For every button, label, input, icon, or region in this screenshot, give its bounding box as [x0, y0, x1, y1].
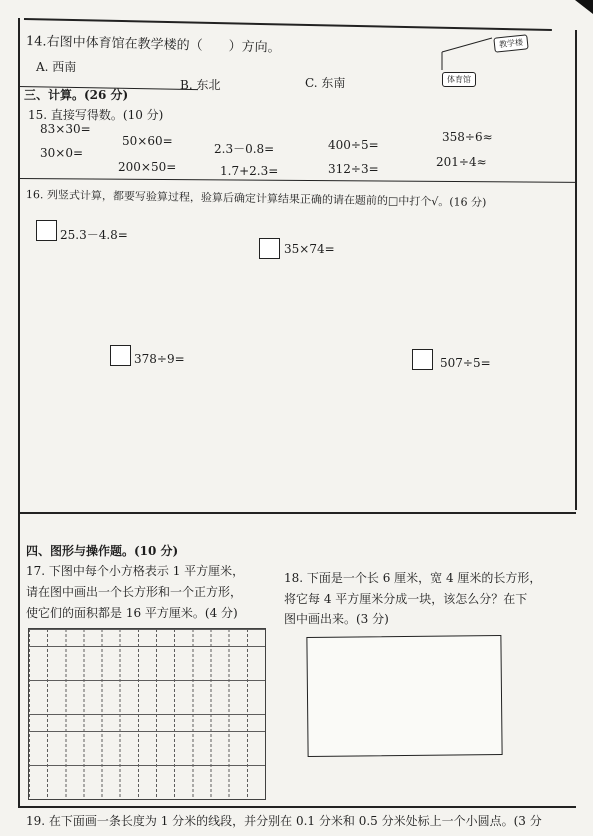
q15-title: 15. 直接写得数。(10 分): [28, 108, 164, 122]
q14-stem: 14.右图中体育馆在教学楼的（ ）方向。: [25, 34, 281, 56]
q16-item-1: 25.3－4.8=: [60, 228, 128, 242]
q16-title: 16. 列竖式计算，都要写验算过程，验算后确定计算结果正确的请在题前的□中打个√。(16 分): [25, 188, 487, 210]
q15-r1-c5: 358÷6≈: [442, 130, 493, 144]
q14-option-b[interactable]: B. 东北: [180, 78, 221, 92]
q15-r2-c3: 1.7+2.3=: [220, 164, 279, 178]
q14-option-a[interactable]: A. 西南: [36, 60, 77, 74]
frame-left-border: [18, 18, 20, 808]
q18-line-2: 将它每 4 平方厘米分成一块，该怎么分？在下: [284, 592, 528, 606]
q18-line-1: 18. 下面是一个长 6 厘米，宽 4 厘米的长方形，: [284, 571, 542, 585]
q17-line-1: 17. 下图中每个小方格表示 1 平方厘米，: [26, 564, 245, 578]
frame-top-border: [24, 18, 552, 31]
frame-right-border: [575, 30, 577, 510]
q18-line-3: 图中画出来。(3 分): [284, 612, 389, 626]
map-frame-lines: [440, 30, 540, 90]
divider-q19: [18, 806, 576, 808]
section4-title: 四、图形与操作题。(10 分): [26, 544, 179, 558]
q15-r2-c1: 30×0=: [40, 146, 84, 160]
q16-item-3: 378÷9=: [134, 352, 185, 366]
divider-sec4: [18, 512, 576, 514]
q15-r1-c2: 50×60=: [122, 134, 173, 148]
q15-r2-c4: 312÷3=: [328, 162, 379, 176]
q15-r2-c5: 201÷4≈: [436, 155, 487, 169]
q19-text: 19. 在下面画一条长度为 1 分米的线段，并分别在 0.1 分米和 0.5 分米处标上一个小圆点。(3 分: [26, 814, 542, 828]
q17-line-2: 请在图中画出一个长方形和一个正方形，: [26, 585, 243, 599]
q15-r1-c3: 2.3－0.8=: [214, 142, 275, 156]
corner-mark: [575, 0, 593, 14]
section3-title: 三、计算。(26 分): [24, 88, 129, 102]
q16-checkbox-1[interactable]: [36, 220, 57, 241]
q18-rectangle[interactable]: [306, 635, 502, 757]
q15-r1-c4: 400÷5=: [328, 138, 379, 152]
q17-line-3: 使它们的面积都是 16 平方厘米。(4 分): [26, 606, 238, 620]
q15-r1-c1: 83×30=: [40, 122, 91, 136]
q15-r2-c2: 200×50=: [118, 160, 177, 174]
q14-option-c[interactable]: C. 东南: [305, 76, 346, 90]
map-teaching-building: 教学楼: [493, 34, 528, 52]
q17-square-grid[interactable]: [28, 628, 266, 800]
divider-q15: [18, 178, 576, 183]
q16-checkbox-3[interactable]: [110, 345, 131, 366]
map-gym: 体育馆: [442, 72, 476, 87]
q16-item-4: 507÷5=: [440, 356, 491, 370]
q16-item-2: 35×74=: [284, 242, 335, 256]
q16-checkbox-2[interactable]: [259, 238, 280, 259]
q16-checkbox-4[interactable]: [412, 349, 433, 370]
